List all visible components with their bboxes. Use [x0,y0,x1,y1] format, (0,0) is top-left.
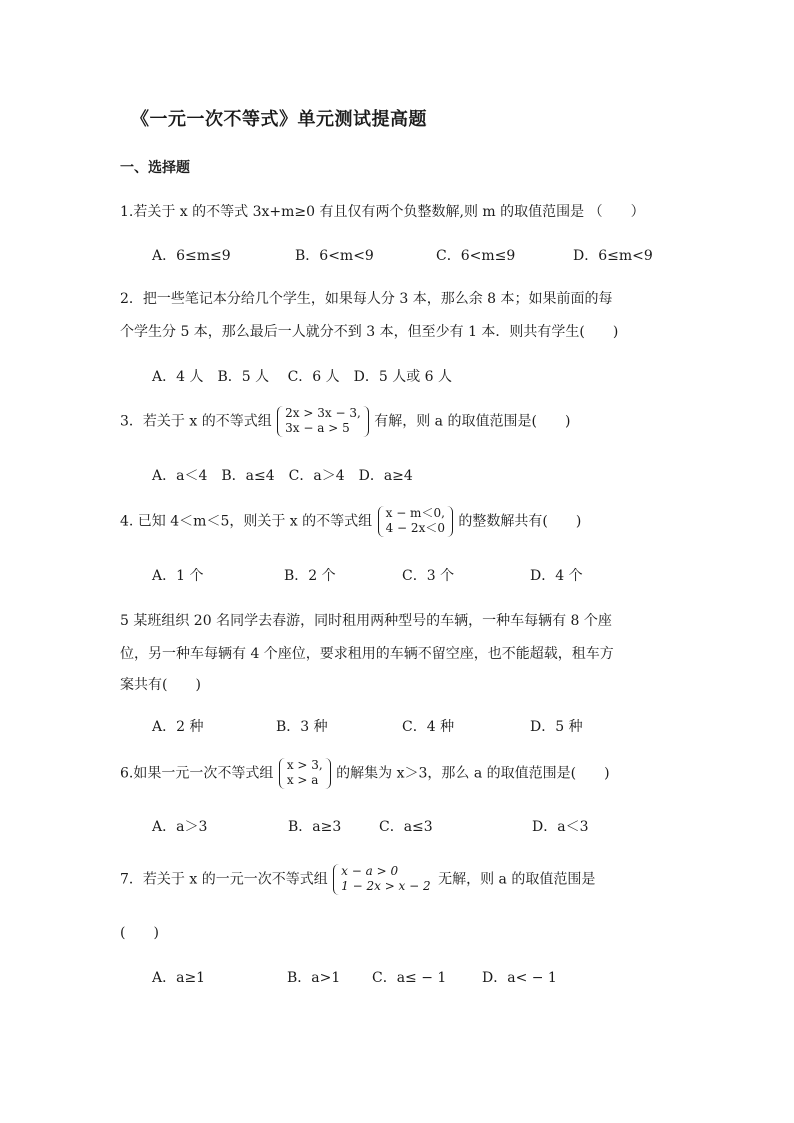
question-5-options [152,718,652,738]
inequality-system [277,406,369,437]
option-d: D．a< − 1 [482,970,557,986]
option-b: B．6<m<9 [295,248,374,264]
question-4-prefix: 4. 已知 4＜m＜5，则关于 x 的不等式组 [120,513,373,530]
inequality-system [333,864,433,895]
inequality-system [378,506,453,537]
question-7-stem [120,864,595,895]
option-c: C．4 种 [402,719,455,735]
inequality-row-2: x > a [286,773,319,787]
option-b: B．2 个 [284,568,336,584]
question-7-answer-paren: ( ) [120,925,159,941]
option-a: A．2 种 [152,719,204,735]
question-2-options: A．4 人 B．5 人 C．6 人 D．5 人或 6 人 [152,369,453,385]
question-6-prefix: 6.如果一元一次不等式组 [120,765,274,782]
inequality-row-1: x − m＜0, [385,506,445,520]
question-6-suffix: 的解集为 x＞3，那么 a 的取值范围是( ) [336,765,610,782]
option-b: B．3 种 [276,719,328,735]
page-title: 《一元一次不等式》单元测试提高题 [131,109,427,130]
question-5-stem-line-2: 位，另一种车每辆有 4 个座位，要求租用的车辆不留空座，也不能超载，租车方 [120,646,614,662]
option-c: C．a≤3 [379,819,433,835]
option-a: A．a＞3 [152,819,208,835]
option-a: A．1 个 [152,568,204,584]
question-2-stem-line-2: 个学生分 5 本，那么最后一人就分不到 3 本，但至少有 1 本．则共有学生( ) [120,324,619,340]
inequality-row-1: x − a > 0 [341,864,399,878]
question-4-stem [120,506,581,537]
question-6-options [152,818,652,838]
inequality-system [279,758,331,789]
question-1-options [152,247,672,267]
inequality-row-1: 2x > 3x − 3, [285,406,361,420]
option-d: D．4 个 [530,568,583,584]
question-5-stem-line-3: 案共有( ) [120,677,201,693]
question-1-stem: 1.若关于 x 的不等式 3x+m≥0 有且仅有两个负整数解,则 m 的取值范围是 （ ） [120,204,645,220]
question-3-prefix: 3．若关于 x 的不等式组 [120,413,272,430]
question-4-suffix: 的整数解共有( ) [458,513,582,530]
question-5-stem-line-1: 5 某班组织 20 名同学去春游，同时租用两种型号的车辆，一种车每辆有 8 个座 [120,613,612,629]
question-3-options: A．a＜4 B．a≤4 C．a＞4 D．a≥4 [152,468,413,484]
option-b: B．a≥3 [288,819,342,835]
question-3-suffix: 有解，则 a 的取值范围是( ) [374,413,571,430]
option-b: B．a>1 [287,970,341,986]
section-heading: 一、选择题 [120,160,190,176]
option-c: C．6<m≤9 [436,248,516,264]
option-d: D．6≤m<9 [573,248,653,264]
option-d: D．a＜3 [532,819,589,835]
option-d: D．5 种 [530,719,583,735]
inequality-row-2: 1 − 2x > x − 2 [341,879,431,893]
question-3-stem [120,406,570,437]
inequality-row-2: 3x − a > 5 [285,421,350,435]
question-7-prefix: 7．若关于 x 的一元一次不等式组 [120,871,328,888]
question-2-stem-line-1: 2．把一些笔记本分给几个学生，如果每人分 3 本，那么余 8 本；如果前面的每 [120,291,613,307]
question-7-options [152,969,652,989]
option-c: C．3 个 [402,568,455,584]
question-4-options [152,567,652,587]
option-a: A．6≤m≤9 [152,248,231,264]
question-7-suffix: 无解，则 a 的取值范围是 [438,871,596,888]
option-a: A．a≥1 [152,970,206,986]
inequality-row-2: 4 − 2x＜0 [385,521,445,535]
option-c: C．a≤ − 1 [372,970,447,986]
inequality-row-1: x > 3, [286,758,323,772]
question-6-stem [120,758,610,789]
